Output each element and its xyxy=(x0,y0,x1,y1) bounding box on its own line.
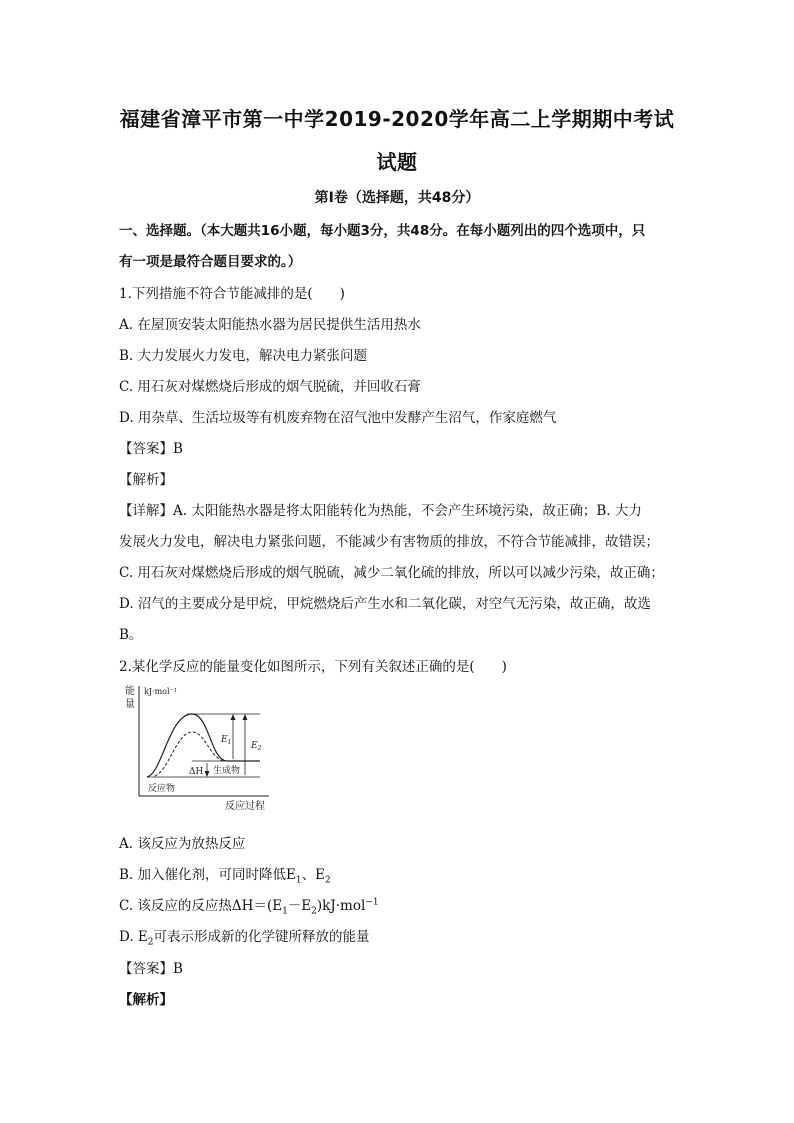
x-axis-label: 反应过程 xyxy=(225,801,265,812)
reactant-label: 反应物 xyxy=(148,784,176,794)
q2-option-c: C. 该反应的反应热$\Delta H=(E_1-E_2)kJ\cdot mol^{-1}$ xyxy=(119,897,379,917)
q1-detail-line2: 发展火力发电，解决电力紧张问题，不能减少有害物质的排放，不符合节能减排，故错误； xyxy=(119,534,659,550)
q1-answer: 【答案】B xyxy=(119,441,183,457)
q2-stem: 2.某化学反应的能量变化如图所示，下列有关叙述正确的是( ) xyxy=(119,659,507,675)
q2-option-b: B. 加入催化剂，可同时降低$E_1$、$E_2$ xyxy=(119,867,331,886)
doc-title-line1: 福建省漳平市第一中学2019-2020学年高二上学期期中考试 xyxy=(119,107,675,131)
q1-option-a: A. 在屋顶安装太阳能热水器为居民提供生活用热水 xyxy=(119,317,421,333)
q2-option-a: A. 该反应为放热反应 xyxy=(119,836,246,852)
energy-diagram xyxy=(117,684,277,812)
q1-option-d: D. 用杂草、生活垃圾等有机废弃物在沼气池中发酵产生沼气，作家庭燃气 xyxy=(119,410,557,426)
q2-answer: 【答案】B xyxy=(119,961,183,977)
section-instructions-line1: 一、选择题。（本大题共16小题，每小题3分，共48分。在每小题列出的四个选项中，只 xyxy=(119,223,646,239)
q1-detail-line3: C. 用石灰对煤燃烧后形成的烟气脱硫，减少二氧化硫的排放，所以可以减少污染，故正确； xyxy=(119,565,664,581)
e1-arrowhead xyxy=(231,714,236,720)
svg-text:E2 xyxy=(250,741,262,752)
q2-analysis-label: 【解析】 xyxy=(119,992,173,1008)
q1-detail-line4: D. 沼气的主要成分是甲烷，甲烷燃烧后产生水和二氧化碳，对空气无污染，故正确，故选 xyxy=(119,596,651,612)
q1-detail-line1: 【详解】A. 太阳能热水器是将太阳能转化为热能，不会产生环境污染，故正确；B. 大力 xyxy=(119,503,642,519)
e2-label: E xyxy=(251,741,258,751)
svg-text:E1 xyxy=(220,735,231,746)
e2-arrowhead xyxy=(243,714,248,720)
q1-option-b: B. 大力发展火力发电，解决电力紧张问题 xyxy=(119,348,368,364)
e1-label-sub: 1 xyxy=(227,739,232,746)
e2-label-sub: 2 xyxy=(257,745,262,752)
dh-arrowhead xyxy=(205,771,210,777)
q1-stem: 1.下列措施不符合节能减排的是( ) xyxy=(119,286,345,302)
e1-label: E xyxy=(221,735,228,745)
y-axis-label-2: 量 xyxy=(125,699,135,710)
q1-option-c: C. 用石灰对煤燃烧后形成的烟气脱硫，并回收石膏 xyxy=(119,379,421,395)
y-axis-unit: kJ·mol⁻¹ xyxy=(144,687,177,696)
q1-detail-line5: B。 xyxy=(119,627,143,643)
product-label: 生成物 xyxy=(213,766,241,776)
q1-analysis-label: 【解析】 xyxy=(119,472,173,488)
part1-heading: 第Ⅰ卷（选择题，共48分） xyxy=(314,190,480,206)
y-axis-label-1: 能 xyxy=(125,686,135,697)
section-instructions-line2: 有一项是最符合题目要求的。） xyxy=(119,254,302,270)
q2-option-d: D. $E_2$可表示形成新的化学键所释放的能量 xyxy=(119,929,370,948)
doc-title-line2: 试题 xyxy=(376,150,418,174)
delta-h-label: ΔH xyxy=(189,767,204,777)
